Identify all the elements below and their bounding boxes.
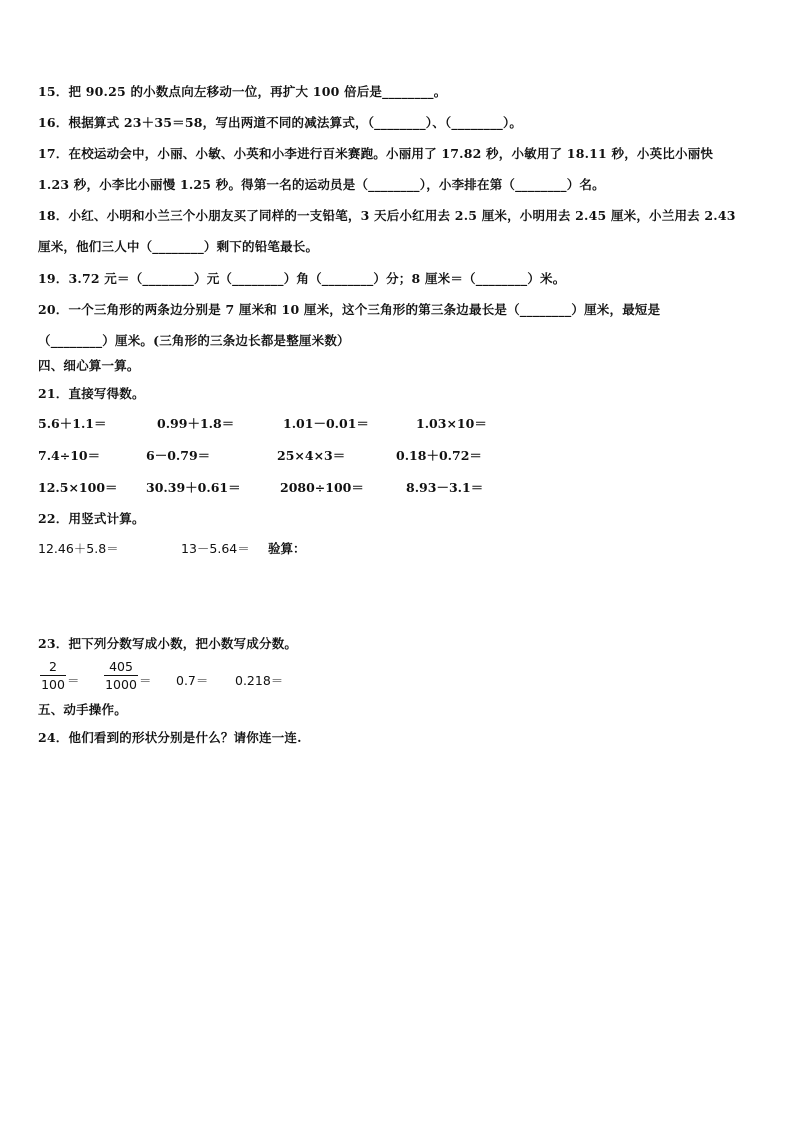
q21-item: 12.5×100＝ <box>38 480 118 495</box>
q21-item: 25×4×3＝ <box>277 448 346 463</box>
q21-item: 1.01－0.01＝ <box>283 416 369 431</box>
fraction-numerator: 2 <box>49 659 57 674</box>
fraction-denominator: 100 <box>41 677 65 692</box>
q21-item: 1.03×10＝ <box>416 416 487 431</box>
q23-equals: ＝ <box>67 673 80 688</box>
question-17-line1: 17．在校运动会中，小丽、小敏、小英和小李进行百米赛跑。小丽用了 17.82 秒，小敏用了 18.11 秒，小英比小丽快 <box>38 146 714 161</box>
question-16: 16．根据算式 23＋35＝58，写出两道不同的减法算式，（________）、（________）。 <box>38 115 523 130</box>
question-20-line2: （________）厘米。(三角形的三条边长都是整厘米数） <box>38 333 350 348</box>
q21-item: 0.99＋1.8＝ <box>157 416 235 431</box>
q23-equals: ＝ <box>139 673 152 688</box>
fraction-denominator: 1000 <box>105 677 137 692</box>
q23-fraction-2 <box>104 659 138 692</box>
fraction-numerator: 405 <box>109 659 133 674</box>
section-4-heading: 四、细心算一算。 <box>38 358 140 373</box>
fraction-bar <box>104 675 138 676</box>
q22-expression-2: 13－5.64＝ <box>181 541 250 556</box>
question-21-title: 21．直接写得数。 <box>38 386 145 401</box>
question-19: 19．3.72 元＝（________）元（________）角（________）分；8 厘米＝（________）米。 <box>38 271 566 286</box>
question-18-line2: 厘米，他们三人中（________）剩下的铅笔最长。 <box>38 239 319 254</box>
section-5-heading: 五、动手操作。 <box>38 702 127 717</box>
question-20-line1: 20．一个三角形的两条边分别是 7 厘米和 10 厘米，这个三角形的第三条边最长是（________）厘米，最短是 <box>38 302 661 317</box>
question-23-title: 23．把下列分数写成小数，把小数写成分数。 <box>38 636 298 651</box>
q22-expression-1: 12.46＋5.8＝ <box>38 541 119 556</box>
q22-check-label: 验算： <box>268 541 306 556</box>
q23-decimal-1: 0.7＝ <box>176 673 209 688</box>
q21-item: 8.93－3.1＝ <box>406 480 484 495</box>
q21-item: 2080÷100＝ <box>280 480 364 495</box>
question-22-title: 22．用竖式计算。 <box>38 511 145 526</box>
q21-item: 5.6＋1.1＝ <box>38 416 107 431</box>
question-17-line2: 1.23 秒，小李比小丽慢 1.25 秒。得第一名的运动员是（________），小李排在第（________）名。 <box>38 177 605 192</box>
question-24-title: 24．他们看到的形状分别是什么？请你连一连. <box>38 730 302 745</box>
question-18-line1: 18．小红、小明和小兰三个小朋友买了同样的一支铅笔，3 天后小红用去 2.5 厘米，小明用去 2.45 厘米，小兰用去 2.43 <box>38 208 736 223</box>
q21-item: 30.39＋0.61＝ <box>146 480 241 495</box>
q23-fraction-1 <box>40 659 66 692</box>
question-15: 15．把 90.25 的小数点向左移动一位，再扩大 100 倍后是________。 <box>38 84 447 99</box>
fraction-bar <box>40 675 66 676</box>
q21-item: 6－0.79＝ <box>146 448 211 463</box>
q23-decimal-2: 0.218＝ <box>235 673 284 688</box>
q21-item: 0.18＋0.72＝ <box>396 448 482 463</box>
q21-item: 7.4÷10＝ <box>38 448 101 463</box>
